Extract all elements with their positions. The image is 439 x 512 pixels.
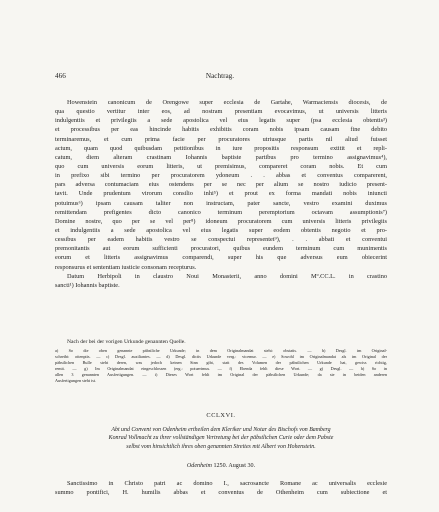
footnote-line: a) So die oben genannte päbstliche Urkunde; in dem Originalmandat steht: obstatis. — b) Desgl. im Original-	[55, 348, 387, 353]
text-line: premonitantis aut eorum sufficienti procuratori, quibus eundem terminum cum munimentis	[55, 245, 387, 253]
source-note: Nach der bei der vorigen Urkunde genannten Quelle.	[67, 339, 186, 345]
text-line: qua questio vertitur inter eos, ad nostram presentiam evocavimus, ut universis litteris	[55, 108, 387, 116]
text-line: Sanctissimo in Christo patri ac domino I., sacrosancte Romane ac universalis ecclesie	[67, 480, 387, 487]
footnote-line: schreibt: ottenptis. — c) Desgl. auxiliantes. — d) Desgl. dictis Urkunde verg.: vicemur. — e) Sowohl im Originalmandat als im Original der	[55, 354, 387, 360]
summary-line: Abt und Convent von Odenheim ertheilen dem Kleriker und Notar des Bischofs von Bamberg	[111, 427, 331, 433]
text-line: indulgentiis et privilegiis a sede apostolica vel eius legatis super (psa ecclesia obtentis³)	[55, 117, 387, 125]
text-line: tavit. Unde prudentum virorum consilio inhi⁵) et prout ex forma mandati nobis iniuncti	[55, 190, 387, 198]
footnote-line: päbstlichen Bulle steht deren, was jedoch keinen Sinn gibt, statt des Volumen der päbstlichen Urkunde hat, gewiss richtig,	[55, 360, 387, 366]
summary-line: Konrad Vollmacht zu ihrer vollständigen Vertretung bei der päbstlichen Curie oder dem Pabste	[108, 435, 334, 442]
text-line: summo pontifici, H. humilis abbas et conventus de Othenheim cum subiectione et	[55, 489, 387, 497]
dateline	[55, 463, 387, 469]
document-number: CCLXVI.	[206, 412, 236, 419]
text-line: actum, quam quod quibusdam petitionibus in iure propositis responsum extitit et repli-	[55, 144, 387, 152]
text-line: quo cum universis eorum litteris, ut premisimus, compareret coram nobis. Et cum	[55, 162, 387, 170]
footnotes	[55, 339, 387, 384]
text-line: Domine nostre, quo per se vel per⁸) idoneum procuratorem cum universis litteris privilegiis	[55, 217, 387, 225]
charter-opening	[55, 479, 387, 498]
page-header	[55, 72, 385, 82]
text-line: sancti¹) Iohannis baptiste.	[55, 281, 120, 289]
document-summary	[55, 426, 387, 451]
text-line: eorum et litteris assignavimus comparendi, super his que adversus eum obiecerint	[55, 254, 387, 262]
footnote-line: allen 3 genannten Ausfertigungen. — i) Dieses Wort fehlt im Original der päbstlichen Urkunde; da sie in beiden anderen	[55, 372, 387, 378]
text-line: responsurus et sententiam iusticie consonam recepturus.	[55, 263, 197, 271]
text-line: cessibus per eadem habitis vestro se conspectui representet⁹), . . abbati et conventui	[55, 236, 387, 244]
text-line: potuimus⁶) ipsam causam taliter non instructam, pater sancte, vestro examini duximus	[55, 199, 387, 207]
text-line: pars adversa contumaciam eius ostendens per se nec per alium se nostro iudicio present-	[55, 181, 387, 189]
text-line: et indulgentiis a sede apostolica vel eius legatis super eodem obtentis negotio et pro-	[55, 226, 387, 234]
summary-line: selbst vom hinsichtlich ihres oben genannten Streites mit Albert von Hohenstein.	[126, 443, 316, 450]
footnote-line: remit. — g) Im Originalmandat eingeschlossen (erg.: potuerimus. — f) Ebenda fehlt diese Wort. — g) Desgl. — h) So in	[55, 366, 387, 372]
text-line: catum, diem alteram crastinam Iohannis baptiste partibus pro termino assignavimus⁴),	[55, 153, 387, 161]
dateline-place: Odenheim	[186, 463, 212, 469]
text-line: et processibus per eas hincinde habitis exhibitis coram nobis ipsam causam fine debito	[55, 126, 387, 134]
page-number: 466	[55, 72, 66, 80]
footnote-line: Ausfertigungen steht ist.	[55, 378, 97, 384]
text-line: in prefixo sibi termino per procuratorem ydoneum . . abbas et conventus comparerent,	[55, 172, 387, 180]
text-line: Datum Herbipoli in claustro Noui Monasterii, anno domini Mº.CC.L. in crastino	[67, 272, 387, 280]
dateline-date: 1250. August 30.	[213, 463, 256, 469]
text-line: remittendam prefigentes dicto canonico terminum peremptorium octavam assumptionis⁷)	[55, 208, 387, 216]
running-head: Nachtrag.	[205, 72, 235, 80]
charter-text	[55, 98, 387, 290]
text-line: Howenstein canonicum de Orengowe super ecclesia de Gartahe, Warmaciensis diocesis, de	[67, 99, 387, 106]
text-line: terminaremus, et cum prima facie per procuratores utriusque partis nil aliud fuisset	[55, 135, 387, 143]
